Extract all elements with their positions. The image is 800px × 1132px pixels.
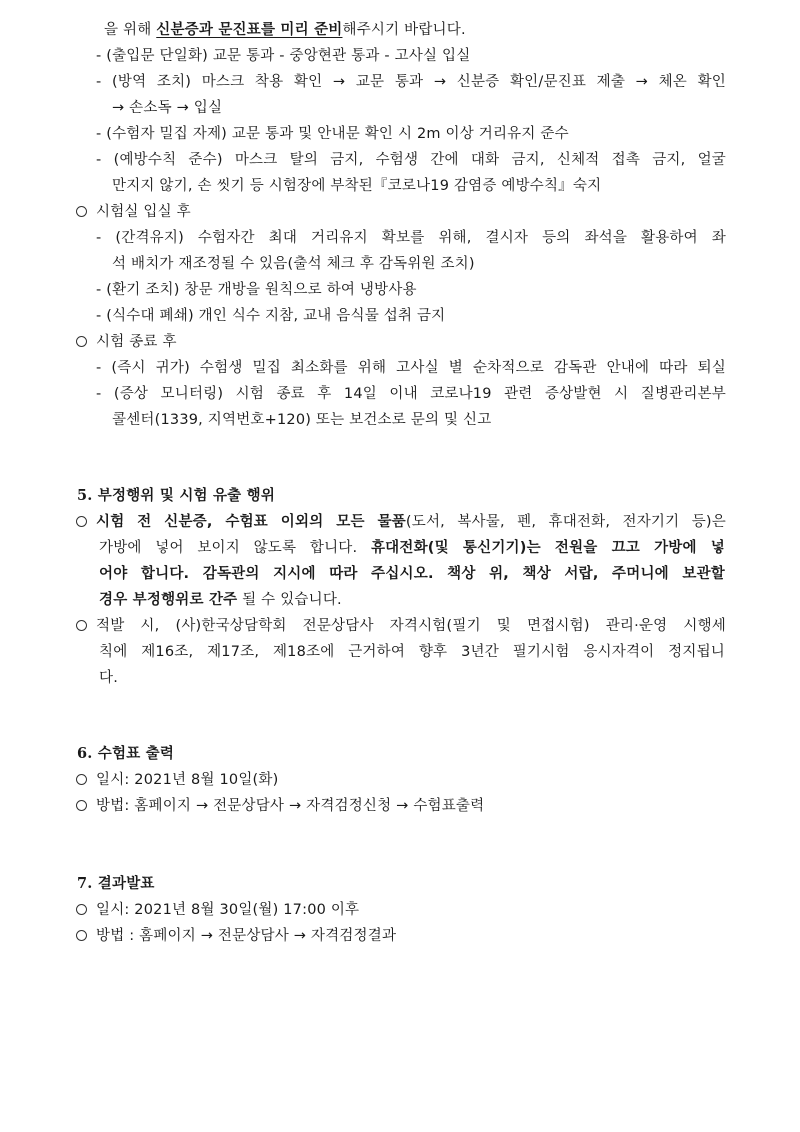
ticket-print-date: 일시: 2021년 8월 10일(화)	[76, 767, 726, 793]
misconduct-item-2-line3: 다.	[99, 670, 119, 686]
misconduct-item-1: 시험 전 신분증, 수험표 이외의 모든 물품(도서, 복사물, 펜, 휴대전화, 전자기기 등)은	[76, 509, 726, 535]
result-announcement-method: 방법 : 홈페이지 → 전문상담사 → 자격검정결과	[76, 923, 726, 949]
list-item: - (즉시 귀가) 수험생 밀집 최소화를 위해 고사실 별 순차적으로 감독관 안내에 따라 퇴실	[96, 360, 726, 376]
section-7-heading: 7. 결과발표	[77, 875, 155, 892]
misconduct-item-2-line2: 칙에 제16조, 제17조, 제18조에 근거하여 향후 3년간 필기시험 응시자격이 정지됩니	[99, 644, 725, 660]
circle-bullet-icon	[76, 800, 87, 811]
misconduct-item-1-line3: 어야 합니다. 감독관의 지시에 따라 주십시오. 책상 위, 책상 서랍, 주머니에 보관할	[99, 566, 725, 582]
list-item: - (증상 모니터링) 시험 종료 후 14일 이내 코로나19 관련 증상발현 시 질병관리본부	[96, 386, 726, 402]
circle-bullet-icon	[76, 516, 87, 527]
list-item-continuation: 석 배치가 재조정될 수 있음(출석 체크 후 감독위원 조치)	[112, 256, 475, 272]
list-item: - (간격유지) 수험자간 최대 거리유지 확보를 위해, 결시자 등의 좌석을 활용하여 좌	[96, 230, 726, 246]
list-item: - (출입문 단일화) 교문 통과 - 중앙현관 통과 - 고사실 입실	[96, 48, 471, 64]
list-item: - (예방수칙 준수) 마스크 탈의 금지, 수험생 간에 대화 금지, 신체적 접촉 금지, 얼굴	[96, 152, 726, 168]
list-item: - (수험자 밀집 자제) 교문 통과 및 안내문 확인 시 2m 이상 거리유지 준수	[96, 126, 569, 142]
list-item: - (방역 조치) 마스크 착용 확인 → 교문 통과 → 신분증 확인/문진표 제출 → 체온 확인	[96, 74, 726, 90]
circle-bullet-icon	[76, 620, 87, 631]
circle-bullet-icon	[76, 336, 87, 347]
emphasis-id-questionnaire: 신분증과 문진표를 미리 준비	[156, 22, 343, 38]
circle-bullet-icon	[76, 930, 87, 941]
circle-bullet-icon	[76, 904, 87, 915]
section-5-heading: 5. 부정행위 및 시험 유출 행위	[77, 487, 276, 504]
section-6-heading: 6. 수험표 출력	[77, 745, 175, 762]
list-item-continuation: → 손소독 → 입실	[112, 100, 223, 116]
circle-bullet-icon	[76, 774, 87, 785]
ticket-print-method: 방법: 홈페이지 → 전문상담사 → 자격검정신청 → 수험표출력	[76, 793, 726, 819]
subsection-after-exam: 시험 종료 후	[76, 329, 726, 355]
subsection-after-entry: 시험실 입실 후	[76, 199, 726, 225]
misconduct-item-1-line2: 가방에 넣어 보이지 않도록 합니다. 휴대전화(및 통신기기)는 전원을 끄고 가방에 넣	[99, 540, 725, 556]
list-item-continuation: 콜센터(1339, 지역번호+120) 또는 보건소로 문의 및 신고	[112, 412, 492, 428]
list-item-continuation: 만지지 않기, 손 씻기 등 시험장에 부착된『코로나19 감염증 예방수칙』숙지	[112, 178, 602, 194]
list-item: - (식수대 폐쇄) 개인 식수 지참, 교내 음식물 섭취 금지	[96, 308, 446, 324]
preparation-notice: 을 위해 신분증과 문진표를 미리 준비해주시기 바랍니다.	[104, 22, 466, 38]
misconduct-item-2: 적발 시, (사)한국상담학회 전문상담사 자격시험(필기 및 면접시험) 관리·운영 시행세	[76, 613, 726, 639]
list-item: - (환기 조치) 창문 개방을 원칙으로 하여 냉방사용	[96, 282, 417, 298]
misconduct-item-1-line4: 경우 부정행위로 간주 될 수 있습니다.	[99, 592, 342, 608]
circle-bullet-icon	[76, 206, 87, 217]
result-announcement-date: 일시: 2021년 8월 30일(월) 17:00 이후	[76, 897, 726, 923]
